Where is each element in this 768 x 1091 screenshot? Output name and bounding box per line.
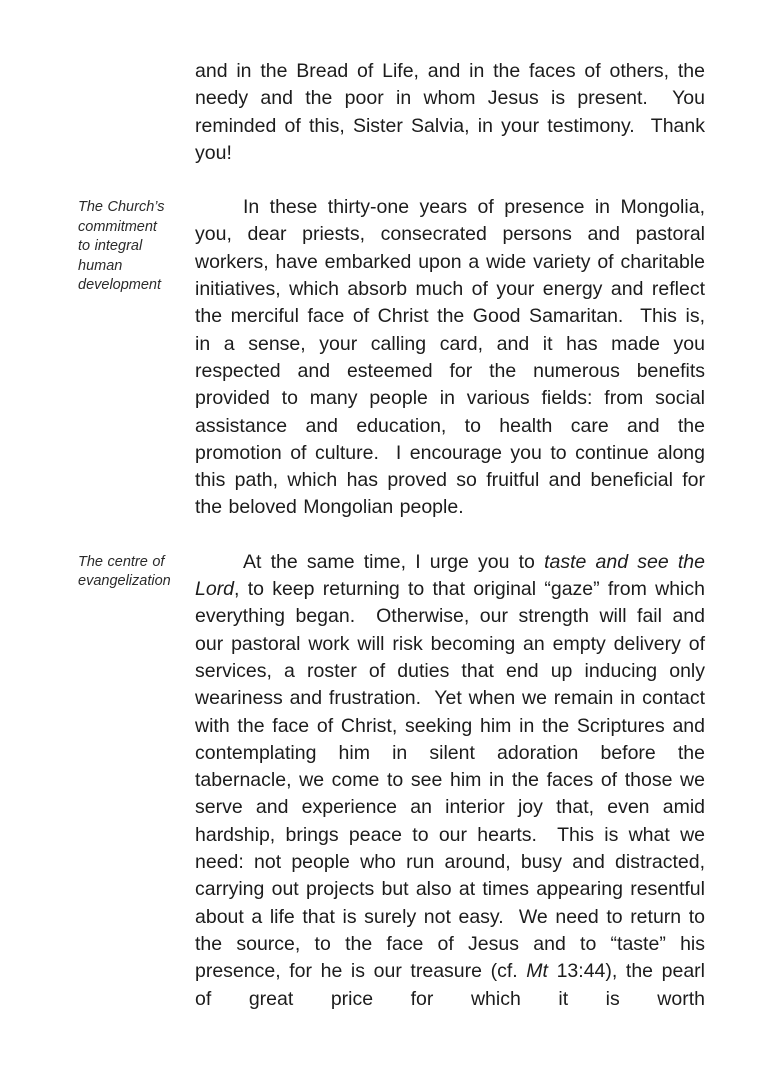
paragraph-taste-and-see: At the same time, I urge you to taste and see the Lord, to keep returning to that original “gaze” from which everything began. Otherwise, our strength will fail and our pastoral work will risk becoming an empty delivery of services, a roster of duties that end up inducing only weariness and frustration. Yet when we remain in contact with the face of Christ, seeking him in the Scriptures and contemplating him in silent adoration before the tabernacle, we come to see him in the faces of those we serve and experience an interior joy that, even amid hardship, brings peace to our hearts. This is what we need: not people who run around, busy and distracted, carrying out projects but also at times appearing resentful about a life that is surely not easy. We need to return to the source, to the face of Jesus and to “taste” his presence, for he is our treasure (cf. Mt 13:44), the pearl of great price for which it is worth xyxy=(195,550,705,1010)
margin-note-centre-evangelization: The centre of evangelization xyxy=(78,553,171,590)
paragraph-charitable-initiatives: In these thirty-one years of presence in Mongolia, you, dear priests, consecrated persons and pastoral workers, have embarked upon a wide variety of charitable initiatives, which absorb much of your energy and reflect the merciful face of Christ the Good Samaritan. This is, in a sense, your calling card, and it has made you respected and esteemed for the numerous benefits provided to many people in various fields: from social assistance and education, to health care and the promotion of culture. I encourage you to continue along this path, which has proved so fruitful and beneficial for the beloved Mongolian people. xyxy=(195,196,705,519)
paragraph-bread-of-life: and in the Bread of Life, and in the faces of others, the needy and the poor in whom Jesus is present. You reminded of this, Sister Salvia, in your testimony. Thank you! xyxy=(195,60,705,164)
section-continuation xyxy=(78,58,705,194)
margin-note-empty xyxy=(78,58,195,62)
section-integral-human-development xyxy=(78,194,705,549)
section-centre-of-evangelization xyxy=(78,549,705,1040)
margin-note-church-commitment: The Church’s commitment to integral human development xyxy=(78,199,165,294)
